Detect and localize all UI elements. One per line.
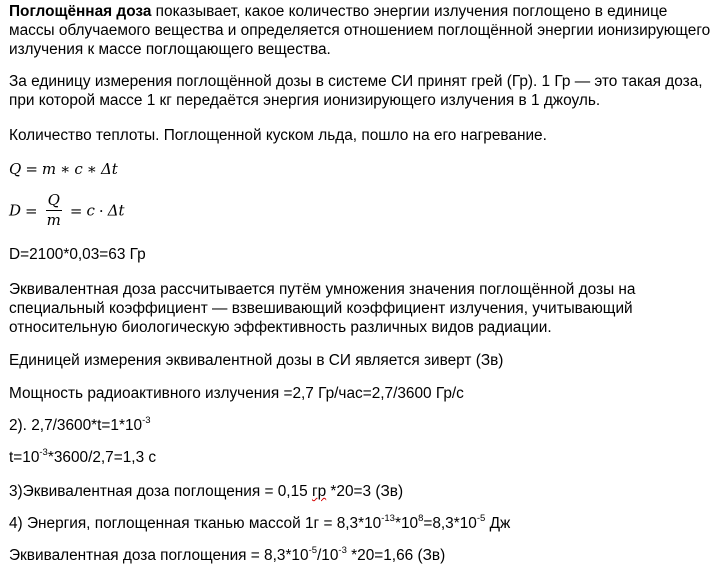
time-calc-exponent: -3 xyxy=(39,446,48,458)
formula-heat-times-1: ∗ xyxy=(60,160,71,178)
step-3-text-b: *20=3 (Зв) xyxy=(326,483,404,500)
formula-dose xyxy=(9,192,125,229)
final-text-c: *20=1,66 (Зв) xyxy=(346,547,446,564)
step-4-energy xyxy=(9,514,711,533)
sievert-unit-paragraph: Единицей измерения эквивалентной дозы в СИ является зиверт (Зв) xyxy=(9,352,504,369)
spellcheck-flagged-word: гр xyxy=(311,483,327,500)
step-2-text: 2). 2,7/3600*t=1*10 xyxy=(9,417,143,434)
final-exponent-2: -3 xyxy=(338,544,347,556)
formula-heat-delta-t: Δt xyxy=(100,160,118,178)
time-calc-a: t=10 xyxy=(9,449,40,466)
formula-dose-denominator: m xyxy=(46,211,61,229)
formula-dose-d: D xyxy=(9,201,22,220)
final-exponent-1: -5 xyxy=(308,544,318,556)
formula-dose-fraction xyxy=(46,192,62,229)
step-3-text-a: 3)Эквивалентная доза поглощения = 0,15 xyxy=(9,483,312,500)
time-calculation xyxy=(9,448,711,467)
gray-unit-paragraph: За единицу измерения поглощённой дозы в системе СИ принят грей (Гр). 1 Гр — это такая доза, при которой массе 1 кг передаётся энергия ионизирующего излучения в 1 джоуль. xyxy=(9,73,703,109)
formula-dose-c: c xyxy=(86,201,95,220)
final-text-b: /10 xyxy=(317,547,339,564)
formula-dose-equals-1: = xyxy=(25,201,38,220)
final-equivalent-dose xyxy=(9,546,711,565)
formula-heat xyxy=(9,160,118,178)
step-4-exponent-1: -13 xyxy=(381,512,395,524)
formula-dose-numerator: Q xyxy=(47,191,60,209)
heat-quantity-paragraph: Количество теплоты. Поглощенной куском льда, пошло на его нагревание. xyxy=(9,127,547,144)
formula-heat-q: Q xyxy=(9,160,22,178)
equivalent-dose-paragraph: Эквивалентная доза рассчитывается путём умножения значения поглощённой дозы на специальный коэффициент — взвешивающий коэффициент излучения, учитывающий относительную биологическую эффективность различных видов радиации. xyxy=(9,281,636,336)
formula-heat-equals: = xyxy=(25,160,38,178)
final-text-a: Эквивалентная доза поглощения = 8,3*10 xyxy=(9,547,309,564)
step-4-text-b: *10 xyxy=(394,515,419,532)
step-2-exponent: -3 xyxy=(142,414,151,426)
absorbed-dose-definition xyxy=(9,2,711,59)
formula-heat-times-2: ∗ xyxy=(86,160,97,178)
step-3-equivalent-dose xyxy=(9,482,711,501)
absorbed-dose-text: показывает, какое количество энергии излучения поглощено в единице массы облучаемого вещества и определяется отношением поглощённой энергии ионизирующего излучения к массе поглощающего вещества. xyxy=(9,3,711,58)
formula-dose-delta-t: Δt xyxy=(107,201,125,220)
dose-calculation: D=2100*0,03=63 Гр xyxy=(9,246,146,263)
formula-dose-dot: · xyxy=(98,201,104,220)
step-4-text-d: Дж xyxy=(485,515,511,532)
formula-heat-c: c xyxy=(74,160,83,178)
formula-dose-equals-2: = xyxy=(69,201,83,220)
radiation-power-line: Мощность радиоактивного излучения =2,7 Гр/час=2,7/3600 Гр/с xyxy=(9,385,464,402)
step-4-text-a: 4) Энергия, поглощенная тканью массой 1г = 8,3*10 xyxy=(9,515,382,532)
step-4-exponent-3: -5 xyxy=(476,512,486,524)
step-4-text-c: =8,3*10 xyxy=(423,515,477,532)
time-calc-b: *3600/2,7=1,3 с xyxy=(47,449,157,466)
step-2-equation xyxy=(9,416,711,435)
absorbed-dose-term: Поглощённая доза xyxy=(9,3,152,20)
formula-heat-m: m xyxy=(41,160,57,178)
step-4-exponent-2: 8 xyxy=(418,512,424,524)
